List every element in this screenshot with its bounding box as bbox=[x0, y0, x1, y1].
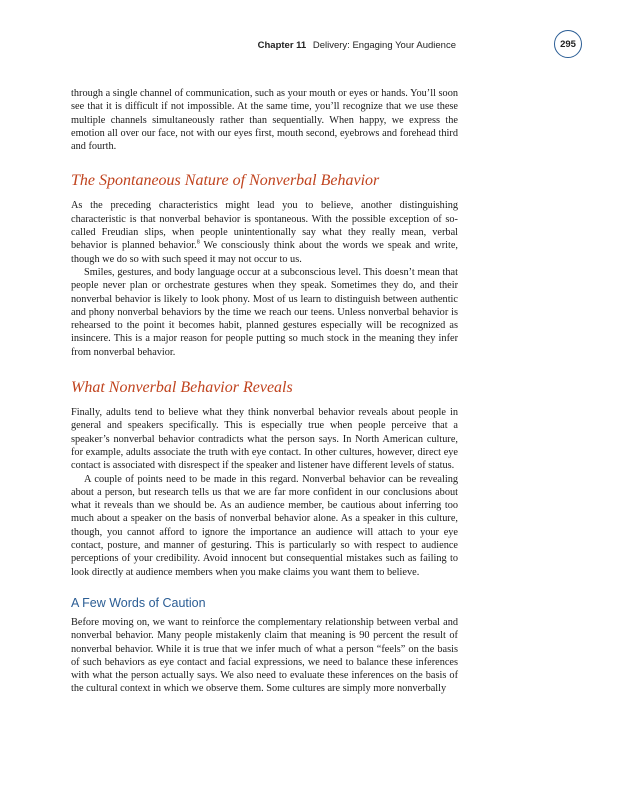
paragraph bbox=[71, 199, 458, 265]
section-heading-reveals: What Nonverbal Behavior Reveals bbox=[71, 379, 293, 397]
chapter-label: Chapter 11 bbox=[257, 40, 307, 51]
footnote-reference: 8 bbox=[196, 239, 200, 246]
subsection-heading-caution: A Few Words of Caution bbox=[71, 595, 206, 610]
page-number: 295 bbox=[560, 38, 576, 50]
paragraph-text: As the preceding characteristics might lead you to believe, another distinguishing characteristic is that nonverbal behavior is spontaneous. With the possible exception of so-called Freudian slips, when people unintentionally say what they really mean, verbal behavior is planned behavior. bbox=[71, 200, 458, 252]
running-head bbox=[258, 40, 456, 51]
intro-paragraph: through a single channel of communication, such as your mouth or eyes or hands. You’ll soon see that it is difficult if not impossible. At the same time, you’ll recognize that we use these multiple channels simultaneously rather than sequentially. When happy, we express the emotion all over our face, not with our eyes first, mouth second, eyebrows and forehead third and fourth. bbox=[71, 88, 458, 153]
paragraph-text: We consciously think about the words we speak and write, though we do so with such speed it may not occur to us. bbox=[71, 240, 458, 265]
page-number-badge bbox=[554, 30, 582, 58]
paragraph: Before moving on, we want to reinforce the complementary relationship between verbal and nonverbal behavior. Many people mistakenly claim that meaning is 90 percent the result of nonverbal behavior. While it is true that we infer much of what a person “feels” on the basis of such behaviors as eye contact and facial expressions, we need to balance these inferences with what the person actually says. We also need to evaluate these inferences on the basis of the cultural context in which we observe them. Some cultures are simply more nonverbally bbox=[71, 616, 458, 695]
page-header bbox=[0, 38, 633, 54]
chapter-title: Delivery: Engaging Your Audience bbox=[312, 40, 456, 51]
page-body bbox=[71, 87, 458, 696]
paragraph: Finally, adults tend to believe what they think nonverbal behavior reveals about people in general and speakers specifically. This is especially true when people perceive that a speaker’s nonverbal behavior contradicts what the person says. In North American culture, for example, adults associate the truth with eye contact. In other cultures, however, direct eye contact is associated with disrespect if the speaker and listener have different levels of status. bbox=[71, 407, 458, 472]
paragraph: A couple of points need to be made in this regard. Nonverbal behavior can be revealing about a person, but research tells us that we are far more confident in our conclusions about what it reveals than we should be. As an audience member, be cautious about inferring too much about a speaker on the basis of nonverbal behavior alone. As a speaker in this culture, though, you cannot afford to ignore the importance an audience will attach to your eye contact, posture, and manner of gesturing. This is particularly so with respect to audience perceptions of your credibility. Avoid innocent but consequential mistakes such as failing to look directly at audience members when you make claims you want them to believe. bbox=[71, 473, 458, 578]
paragraph: Smiles, gestures, and body language occur at a subconscious level. This doesn’t mean that people never plan or orchestrate gestures when they speak. Sometimes they do, and their nonverbal behavior is likely to look phony. Most of us learn to distinguish between authentic and phony nonverbal behaviors by the time we reach our teens. Unless nonverbal behavior is rehearsed to the point it becomes habit, planned gestures especially will be recognized as insincere. This is a major reason for people putting so much stock in the meaning they infer from nonverbal behavior. bbox=[71, 266, 458, 358]
section-heading-spontaneous: The Spontaneous Nature of Nonverbal Behavior bbox=[71, 172, 380, 190]
